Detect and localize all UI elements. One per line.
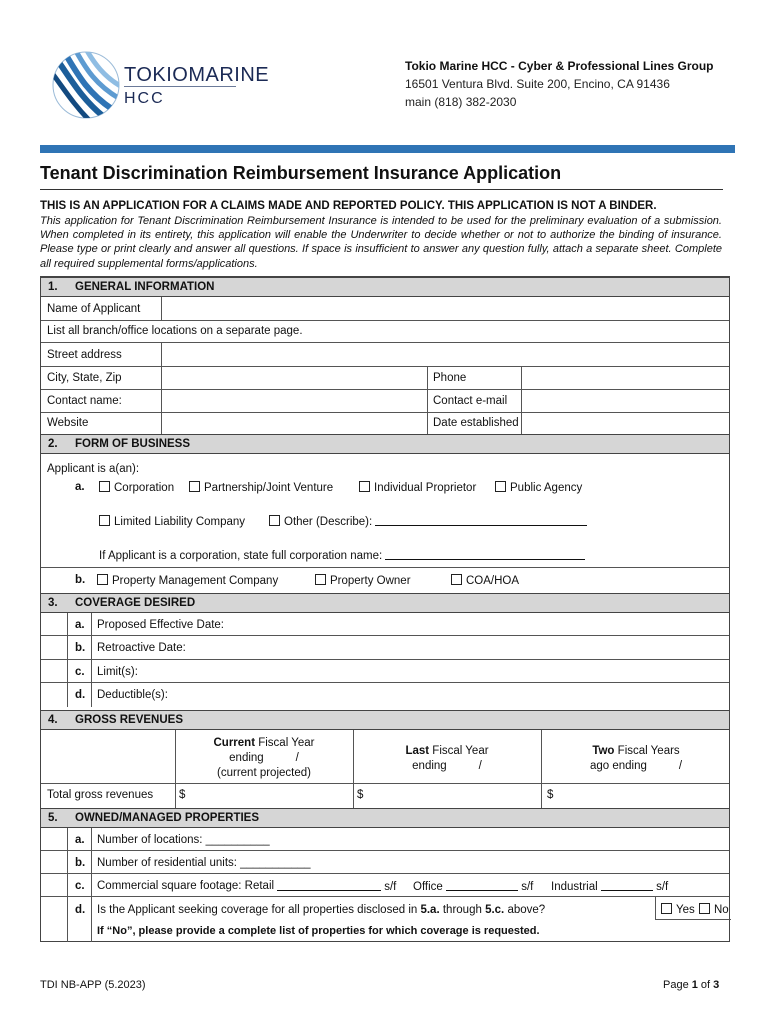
company-phone: main (818) 382-2030 [405,95,517,109]
last-revenue-input[interactable]: $ [357,789,364,801]
header-ending: ending / [412,760,482,772]
applicant-type-label: Applicant is a(an): [47,463,140,475]
page-text: Page [663,979,692,991]
option-label: No [714,904,729,916]
divider [161,343,162,367]
header-emphasis: Two [592,745,615,757]
field-label: Street address [47,349,122,361]
public-agency-option[interactable] [495,481,582,494]
city-state-zip-row[interactable] [41,367,729,390]
item-letter: a. [75,619,85,631]
unit-label: s/f [521,881,534,893]
field-label: If Applicant is a corporation, state full corporation name: [99,550,383,562]
corporation-option[interactable] [99,481,174,494]
corporation-name-input[interactable] [385,549,585,560]
field-label: Name of Applicant [47,303,141,315]
field-label: Contact e-mail [433,395,508,407]
item-letter: d. [75,904,86,916]
option-label: Other (Describe): [284,516,373,528]
checkbox[interactable] [451,574,462,585]
section-number: 5. [48,812,58,824]
option-label: Limited Liability Company [114,516,246,528]
option-label: Individual Proprietor [374,482,477,494]
coa-hoa-option[interactable] [451,574,519,587]
option-label: Corporation [114,482,175,494]
checkbox[interactable] [315,574,326,585]
logo-divider [124,86,236,87]
checkbox[interactable] [99,481,110,492]
street-address-field[interactable] [41,343,729,367]
field-label: Deductible(s): [97,689,168,701]
section-title: OWNED/MANAGED PROPERTIES [75,812,260,824]
last-fiscal-year-header [353,744,541,774]
underline [601,880,653,891]
divider [41,783,729,784]
section-title: GENERAL INFORMATION [75,281,215,293]
field-label: Number of residential units: ___________ [97,857,311,869]
field-label: Limit(s): [97,666,138,678]
binder-warning: THIS IS AN APPLICATION FOR A CLAIMS MADE AND REPORTED POLICY. THIS APPLICATION IS NOT A BINDER. [40,200,657,212]
if-no-instruction: If “No”, please provide a complete list of properties for which coverage is requested. [97,925,540,937]
corporation-name-field[interactable] [99,549,585,562]
unit-label: s/f [384,881,397,893]
item-letter: a. [75,834,85,846]
field-label: Date established [433,417,519,429]
field-label: Retroactive Date: [97,642,186,654]
section-title: COVERAGE DESIRED [75,597,196,609]
no-option[interactable] [699,903,729,916]
header-text: Fiscal Years [614,745,680,757]
office-sqft-input[interactable] [413,880,533,893]
header-text: Fiscal Year [429,745,489,757]
question-part: through [439,904,486,916]
question-ref: 5.c. [485,904,505,916]
tokio-marine-logo-mark [52,51,120,119]
item-letter: d. [75,689,86,701]
other-describe-input[interactable] [375,515,587,526]
divider [41,567,729,568]
company-name: Tokio Marine HCC - Cyber & Professional Lines Group [405,59,714,73]
page-number: 1 [691,979,698,991]
application-form [40,276,730,942]
individual-proprietor-option[interactable] [359,481,476,494]
effective-date-row[interactable] [41,613,729,636]
residential-units-row[interactable] [41,851,729,874]
industrial-sqft-input[interactable] [551,880,668,893]
retail-sqft-input[interactable] [277,880,396,893]
item-letter: b. [75,857,86,869]
header-text: Fiscal Year [255,737,315,749]
square-footage-row[interactable] [41,874,729,897]
divider [541,730,542,808]
divider [91,613,92,707]
checkbox[interactable] [189,481,200,492]
option-label: Property Management Company [112,575,279,587]
applicant-name-field[interactable] [41,297,729,321]
form-id: TDI NB-APP (5.2023) [40,979,146,991]
underline [277,880,381,891]
item-letter: a. [75,481,85,493]
branch-note-row [41,321,729,343]
field-label: Industrial [551,881,598,893]
section-general-information [41,277,729,297]
section-coverage-desired [41,593,729,613]
option-label: Property Owner [330,575,411,587]
website-row[interactable] [41,413,729,434]
checkbox[interactable] [99,515,110,526]
divider [655,919,731,920]
section-number: 3. [48,597,58,609]
divider [161,297,162,321]
option-label: COA/HOA [466,575,520,587]
field-label: Commercial square footage: Retail [97,880,275,892]
field-label: Office [413,881,443,893]
retroactive-date-row[interactable] [41,636,729,660]
header-accent-bar [40,145,735,153]
deductibles-row[interactable] [41,683,729,707]
unit-label: s/f [656,881,669,893]
section-gross-revenues [41,710,729,730]
section-owned-managed-properties [41,808,729,828]
underline [446,880,518,891]
total-gross-revenues-label: Total gross revenues [47,789,154,801]
property-management-option[interactable] [97,574,278,587]
branch-note: List all branch/office locations on a separate page. [47,325,303,337]
item-letter: b. [75,642,86,654]
checkbox[interactable] [661,903,672,914]
question-part: Is the Applicant seeking coverage for all properties disclosed in [97,904,421,916]
llc-option[interactable] [99,515,245,528]
checkbox[interactable] [359,481,370,492]
field-label: Proposed Effective Date: [97,619,224,631]
logo-wordmark: TOKIOMARINE [124,64,270,86]
title-divider [40,189,723,190]
question-ref: 5.a. [420,904,440,916]
field-label: Website [47,417,89,429]
item-letter: c. [75,880,85,892]
question-text [97,904,545,916]
header-ending: ending / [229,752,299,764]
item-letter: c. [75,666,85,678]
partnership-option[interactable] [189,481,333,494]
checkbox[interactable] [699,903,710,914]
field-label: Number of locations: __________ [97,834,270,846]
other-option[interactable] [269,515,587,528]
divider [67,828,68,942]
company-address: 16501 Ventura Blvd. Suite 200, Encino, CA 91436 [405,77,670,91]
page-text: of [697,979,714,991]
header-emphasis: Current [213,737,256,749]
option-label: Public Agency [510,482,583,494]
item-letter: b. [75,574,86,586]
divider [161,367,162,434]
intro-paragraph: This application for Tenant Discrimination Reimbursement Insurance is intended to be used for the preliminary evaluation of a submission. When completed in its entirety, this application will enable the Underwriter to decide whether or not to authorize the binding of insurance. Please type or print clearly and answer all questions. If space is insufficient to answer any question fully, attach a separate sheet. Complete all required supplemental forms/applications. [40,215,722,270]
logo-subtitle: HCC [124,90,165,107]
divider [427,367,428,434]
section-title: FORM OF BUSINESS [75,438,191,450]
section-title: GROSS REVENUES [75,714,183,726]
current-revenue-input[interactable]: $ [179,789,186,801]
field-label: Phone [433,372,467,384]
yes-option[interactable] [661,903,695,916]
page-title: Tenant Discrimination Reimbursement Insurance Application [40,163,562,183]
two-fiscal-years-header [541,744,731,774]
divider [175,730,176,808]
header-emphasis: Last [405,745,430,757]
question-part: above? [504,904,546,916]
limits-row[interactable] [41,660,729,683]
section-number: 4. [48,714,58,726]
header-note: (current projected) [217,767,311,779]
divider [353,730,354,808]
section-number: 1. [48,281,58,293]
field-label: City, State, Zip [47,372,122,384]
divider [67,613,68,707]
all-properties-question-row [41,897,729,942]
page-indicator [663,979,719,991]
property-owner-option[interactable] [315,574,411,587]
divider [521,367,522,434]
option-label: Partnership/Joint Venture [204,482,334,494]
two-years-revenue-input[interactable]: $ [547,789,554,801]
locations-row[interactable] [41,828,729,851]
section-form-of-business [41,434,729,454]
option-label: Yes [676,904,695,916]
field-label: Contact name: [47,395,122,407]
checkbox[interactable] [97,574,108,585]
section-number: 2. [48,438,58,450]
header-ending: ago ending / [589,760,683,772]
current-fiscal-year-header [175,736,353,781]
divider [91,828,92,942]
divider [655,897,656,920]
page-total: 3 [713,979,720,991]
checkbox[interactable] [269,515,280,526]
contact-row[interactable] [41,390,729,413]
checkbox[interactable] [495,481,506,492]
